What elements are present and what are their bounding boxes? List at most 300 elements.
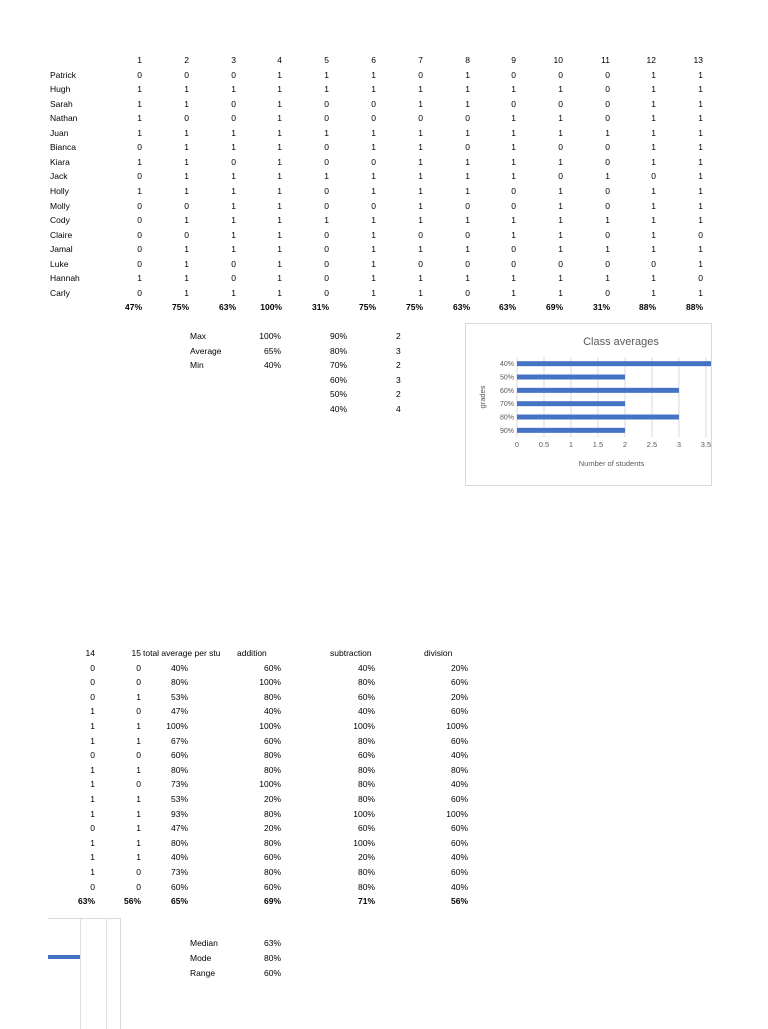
score-cell: 40% [170,852,188,863]
score-cell: 1 [90,779,95,790]
score-cell: 1 [184,156,189,167]
column-header: 10 [553,55,563,65]
score-cell: 0 [90,750,95,761]
score-cell: 0 [371,113,376,124]
score-cell: 40% [450,881,468,892]
grade-count: 2 [396,331,401,341]
score-cell: 0 [90,881,95,892]
x-tick-label: 2.5 [646,440,658,449]
score-cell: 47% [170,823,188,834]
score-cell: 1 [605,273,610,284]
student-name: Molly [50,200,70,211]
score-cell: 1 [137,273,142,284]
column-header: total average per stu [143,648,221,658]
score-cell: 1 [184,142,189,153]
score-cell: 0 [465,142,470,153]
score-cell: 1 [511,156,516,167]
stat-value: 60% [263,968,281,978]
score-cell: 1 [184,171,189,182]
score-cell: 40% [170,662,188,673]
score-cell: 0 [137,244,142,255]
score-cell: 1 [184,84,189,95]
score-cell: 1 [558,273,563,284]
score-cell: 1 [698,84,703,95]
score-cell: 0 [90,662,95,673]
score-cell: 1 [698,69,703,80]
x-tick-label: 3 [676,440,682,449]
score-cell: 80% [357,735,375,746]
grade-count: 3 [396,374,401,385]
score-cell: 40% [263,706,281,717]
score-cell: 1 [651,127,656,138]
score-cell: 1 [137,113,142,124]
bar [517,388,679,393]
column-header: 6 [371,55,376,65]
score-cell: 0 [184,229,189,240]
score-cell: 60% [450,706,468,717]
score-cell: 0 [137,215,142,226]
student-name: Hannah [50,273,80,284]
score-cell: 1 [231,200,236,211]
score-cell: 0 [137,171,142,182]
score-cell: 0 [651,258,656,269]
score-cell: 1 [651,113,656,124]
score-cell: 20% [263,823,281,834]
bar [517,375,625,380]
stat-value: 100% [259,331,281,341]
score-cell: 100% [259,677,281,688]
column-header: 8 [465,55,470,65]
score-cell: 1 [324,127,329,138]
stat-label: Max [190,331,207,341]
student-name: Sarah [50,98,73,109]
score-cell: 1 [277,244,282,255]
score-cell: 0 [605,156,610,167]
score-cell: 1 [136,735,141,746]
score-cell: 0 [465,258,470,269]
column-header: 1 [137,55,142,65]
score-cell: 1 [231,127,236,138]
score-cell: 1 [651,84,656,95]
student-name: Cody [50,215,70,226]
score-cell: 0 [136,881,141,892]
score-cell: 1 [136,691,141,702]
column-header: 15 [131,648,141,658]
score-cell: 0 [137,229,142,240]
score-cell: 0 [558,142,563,153]
score-cell: 0 [558,98,563,109]
score-cell: 1 [465,185,470,196]
score-cell: 100% [259,721,281,731]
score-cell: 1 [136,808,141,819]
score-cell: 0 [511,200,516,211]
score-cell: 1 [465,273,470,284]
score-cell: 1 [184,258,189,269]
score-cell: 1 [558,113,563,124]
score-cell: 1 [231,142,236,153]
score-cell: 1 [558,156,563,167]
score-cell: 1 [605,127,610,138]
score-cell: 1 [511,84,516,95]
x-tick-label: 1.5 [592,440,604,449]
score-cell: 0 [136,706,141,717]
grade-bucket: 50% [330,389,348,399]
score-cell: 1 [371,185,376,196]
score-cell: 1 [277,69,282,80]
score-cell: 1 [184,215,189,226]
score-cell: 0 [90,823,95,834]
score-cell: 1 [558,287,563,298]
score-cell: 1 [231,229,236,240]
score-cell: 60% [263,735,281,746]
column-header: subtraction [330,648,372,658]
student-name: Patrick [50,69,76,80]
score-cell: 0 [418,258,423,269]
column-average: 56% [450,896,468,907]
column-average: 88% [685,302,703,313]
stat-value: 65% [263,345,281,356]
score-cell: 0 [137,142,142,153]
class-averages-chart[interactable] [465,323,712,486]
score-cell: 0 [324,185,329,196]
student-name: Carly [50,287,70,298]
score-cell: 1 [90,867,95,877]
score-cell: 0 [558,69,563,80]
score-cell: 0 [90,677,95,688]
score-cell: 1 [90,808,95,819]
score-cell: 1 [558,229,563,240]
score-cell: 1 [277,229,282,240]
score-cell: 1 [90,764,95,775]
score-cell: 1 [371,69,376,80]
score-cell: 60% [357,691,375,702]
score-cell: 0 [324,98,329,109]
score-cell: 0 [137,200,142,211]
grade-bucket: 90% [330,331,348,341]
x-tick-label: 2 [622,440,628,449]
score-cell: 0 [231,113,236,124]
score-cell: 80% [263,837,281,848]
score-cell: 80% [263,867,281,877]
score-cell: 67% [170,735,188,746]
score-cell: 0 [136,750,141,761]
score-cell: 0 [465,200,470,211]
y-axis-label: grades [478,385,487,409]
score-cell: 1 [698,142,703,153]
score-cell: 100% [353,808,375,819]
score-cell: 47% [170,706,188,717]
score-cell: 1 [324,84,329,95]
chart-title: Class averages [583,336,659,348]
score-cell: 0 [184,200,189,211]
x-axis-label: Number of students [578,459,645,468]
score-cell: 1 [698,127,703,138]
grade-count: 4 [396,403,401,414]
score-cell: 1 [136,837,141,848]
bar [517,401,625,406]
score-cell: 1 [511,142,516,153]
score-cell: 0 [605,200,610,211]
column-average: 69% [263,896,281,907]
score-cell: 80% [170,837,188,848]
score-cell: 1 [605,244,610,255]
score-cell: 40% [357,662,375,673]
score-cell: 1 [418,215,423,226]
stat-value: 80% [263,953,281,963]
column-average: 56% [123,896,141,907]
score-cell: 1 [511,287,516,298]
score-cell: 1 [418,171,423,182]
score-cell: 0 [511,98,516,109]
score-cell: 80% [170,764,188,775]
score-cell: 0 [324,113,329,124]
score-cell: 80% [357,794,375,804]
score-cell: 1 [184,127,189,138]
score-cell: 1 [137,127,142,138]
score-cell: 1 [371,287,376,298]
column-average: 100% [260,302,282,313]
score-cell: 0 [605,287,610,298]
y-tick-label: 90% [499,427,514,435]
score-cell: 100% [166,721,188,731]
score-cell: 0 [418,229,423,240]
score-cell: 1 [277,142,282,153]
score-cell: 73% [170,867,188,877]
score-cell: 53% [170,794,188,804]
score-cell: 0 [605,69,610,80]
column-average: 47% [124,302,142,313]
score-cell: 1 [371,244,376,255]
score-cell: 0 [137,258,142,269]
score-cell: 0 [324,258,329,269]
score-cell: 1 [137,185,142,196]
column-header: 3 [231,55,236,65]
score-cell: 1 [184,287,189,298]
score-cell: 1 [371,142,376,153]
y-tick-label: 80% [499,414,514,422]
score-cell: 1 [651,156,656,167]
student-name: Claire [50,229,73,240]
score-cell: 1 [698,98,703,109]
score-cell: 40% [450,779,468,790]
x-tick-label: 0.5 [538,440,550,449]
stat-value: 63% [263,938,281,948]
score-cell: 60% [450,823,468,834]
score-cell: 0 [371,98,376,109]
score-cell: 0 [558,258,563,269]
partial-chart[interactable] [48,918,121,1029]
bar [517,428,625,433]
score-cell: 1 [90,706,95,717]
bar [517,361,711,366]
score-cell: 60% [170,881,188,892]
score-cell: 0 [605,84,610,95]
score-cell: 1 [184,244,189,255]
column-header: division [424,648,453,658]
score-cell: 0 [605,258,610,269]
column-average: 71% [357,896,375,907]
score-cell: 100% [353,721,375,731]
score-cell: 1 [418,98,423,109]
partial-chart-gridline [80,919,81,1029]
score-cell: 80% [357,677,375,688]
score-cell: 73% [170,779,188,790]
score-cell: 1 [651,215,656,226]
score-cell: 1 [511,229,516,240]
score-cell: 100% [353,837,375,848]
score-cell: 1 [418,127,423,138]
student-name: Luke [50,258,69,269]
column-header: 5 [324,55,329,65]
column-average: 31% [311,302,329,313]
score-cell: 1 [418,185,423,196]
score-cell: 0 [651,171,656,182]
score-cell: 40% [450,852,468,863]
score-cell: 0 [231,273,236,284]
score-cell: 1 [184,185,189,196]
score-cell: 0 [136,662,141,673]
score-cell: 1 [136,721,141,731]
bar [517,415,679,420]
score-cell: 1 [136,764,141,775]
score-cell: 0 [698,273,703,284]
grade-bucket: 80% [330,345,348,356]
column-average: 75% [171,302,189,313]
score-cell: 1 [231,185,236,196]
score-cell: 1 [465,127,470,138]
score-cell: 1 [277,287,282,298]
score-cell: 60% [450,837,468,848]
score-cell: 1 [651,287,656,298]
score-cell: 80% [357,779,375,790]
stat-label: Mode [190,953,212,963]
score-cell: 1 [371,258,376,269]
score-cell: 1 [231,171,236,182]
score-cell: 1 [418,200,423,211]
student-name: Juan [50,127,69,138]
grade-bucket: 70% [330,360,348,370]
score-cell: 0 [605,229,610,240]
score-cell: 1 [277,113,282,124]
score-cell: 60% [263,852,281,863]
score-cell: 20% [450,691,468,702]
score-cell: 1 [137,156,142,167]
score-cell: 1 [418,156,423,167]
score-cell: 0 [371,156,376,167]
score-cell: 80% [170,677,188,688]
score-cell: 0 [605,142,610,153]
score-cell: 1 [558,200,563,211]
score-cell: 0 [136,779,141,790]
score-cell: 80% [263,808,281,819]
score-cell: 0 [136,677,141,688]
score-cell: 1 [465,84,470,95]
score-cell: 0 [558,171,563,182]
score-cell: 0 [324,142,329,153]
score-cell: 20% [357,852,375,863]
column-header: 7 [418,55,423,65]
score-cell: 1 [465,215,470,226]
column-average: 69% [545,302,563,313]
column-average: 88% [638,302,656,313]
score-cell: 1 [277,273,282,284]
score-cell: 53% [170,691,188,702]
score-cell: 1 [371,171,376,182]
score-cell: 0 [324,244,329,255]
score-cell: 0 [605,98,610,109]
stat-label: Min [190,360,204,370]
score-cell: 60% [450,677,468,688]
score-cell: 0 [231,258,236,269]
score-cell: 0 [324,273,329,284]
x-tick-label: 3.5 [700,440,711,449]
score-cell: 80% [263,691,281,702]
column-average: 63% [77,896,95,907]
score-cell: 40% [357,706,375,717]
score-cell: 80% [357,764,375,775]
score-cell: 1 [698,113,703,124]
score-cell: 1 [465,244,470,255]
score-cell: 1 [324,69,329,80]
grade-bucket: 60% [330,374,348,385]
score-cell: 1 [511,113,516,124]
score-cell: 1 [231,287,236,298]
score-cell: 40% [450,750,468,761]
score-cell: 0 [136,867,141,877]
stat-label: Median [190,938,218,948]
score-cell: 60% [170,750,188,761]
score-cell: 1 [277,98,282,109]
score-cell: 80% [263,750,281,761]
score-cell: 0 [231,69,236,80]
score-cell: 93% [170,808,188,819]
score-cell: 1 [558,244,563,255]
column-header: 14 [85,648,95,658]
score-cell: 0 [511,258,516,269]
column-average: 65% [170,896,188,907]
score-cell: 1 [651,185,656,196]
column-header: 9 [511,55,516,65]
score-cell: 0 [184,69,189,80]
score-cell: 1 [418,273,423,284]
y-tick-label: 60% [499,387,514,395]
score-cell: 1 [511,171,516,182]
score-cell: 1 [605,171,610,182]
score-cell: 80% [450,764,468,775]
score-cell: 60% [450,735,468,746]
column-header: addition [237,648,267,658]
score-cell: 80% [357,881,375,892]
score-cell: 1 [231,244,236,255]
score-cell: 1 [698,244,703,255]
score-cell: 1 [651,69,656,80]
score-cell: 1 [90,837,95,848]
score-cell: 0 [324,200,329,211]
score-cell: 0 [511,69,516,80]
score-cell: 0 [418,113,423,124]
partial-chart-gridline [106,919,107,1029]
score-cell: 60% [357,823,375,834]
score-cell: 1 [90,721,95,731]
partial-chart-bar [48,955,80,959]
grade-count: 2 [396,360,401,370]
score-cell: 1 [371,127,376,138]
score-cell: 1 [698,200,703,211]
score-cell: 1 [651,142,656,153]
score-cell: 80% [263,764,281,775]
score-cell: 1 [277,127,282,138]
score-cell: 0 [511,185,516,196]
